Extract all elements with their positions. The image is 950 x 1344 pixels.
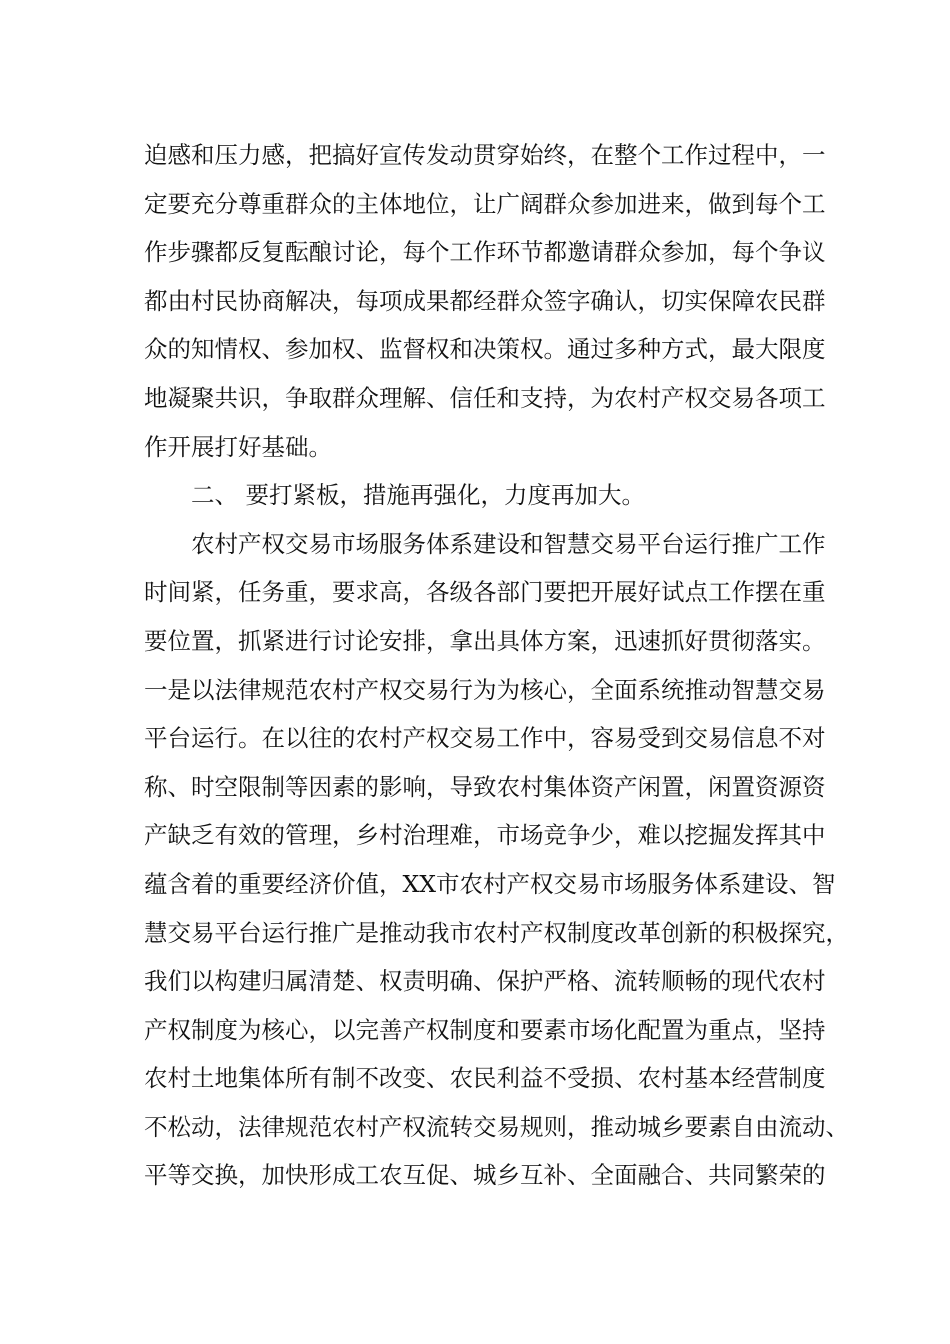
- text-line: 我们以构建归属清楚、权责明确、保护严格、流转顺畅的现代农村: [144, 967, 826, 996]
- text-line: 作开展打好基础。: [144, 432, 332, 461]
- text-line: 农村土地集体所有制不改变、农民利益不受损、农村基本经营制度: [144, 1064, 826, 1093]
- body-text: [144, 131, 849, 1200]
- text-line: 迫感和压力感，把搞好宣传发动贯穿始终，在整个工作过程中，一: [144, 141, 826, 169]
- text-line: 定要充分尊重群众的主体地位，让广阔群众参加进来，做到每个工: [144, 189, 826, 218]
- text-line: 都由村民协商解决，每项成果都经群众签字确认，切实保障农民群: [144, 286, 826, 315]
- text-line: 时间紧，任务重，要求高，各级各部门要把开展好试点工作摆在重: [144, 578, 826, 607]
- text-line: 平等交换，加快形成工农互促、城乡互补、全面融合、共同繁荣的: [144, 1161, 826, 1190]
- text-line: 要位置，抓紧进行讨论安排，拿出具体方案，迅速抓好贯彻落实。: [144, 626, 826, 655]
- text-line: 产缺乏有效的管理，乡村治理难，市场竞争少，难以挖掘发挥其中: [144, 821, 826, 850]
- text-line: 蕴含着的重要经济价值，XX市农村产权交易市场服务体系建设、智: [144, 869, 836, 898]
- text-line: 称、时空限制等因素的影响，导致农村集体资产闲置，闲置资源资: [144, 772, 826, 801]
- text-line: 慧交易平台运行推广是推动我市农村产权制度改革创新的积极探究，: [144, 918, 849, 947]
- text-line: 一是以法律规范农村产权交易行为为核心，全面系统推动智慧交易: [144, 675, 826, 704]
- text-line: 众的知情权、参加权、监督权和决策权。通过多种方式，最大限度: [144, 335, 826, 364]
- text-line: 不松动，法律规范农村产权流转交易规则，推动城乡要素自由流动、: [144, 1112, 849, 1141]
- text-line: 农村产权交易市场服务体系建设和智慧交易平台运行推广工作: [191, 529, 826, 558]
- text-line: 平台运行。在以往的农村产权交易工作中，容易受到交易信息不对: [144, 724, 826, 753]
- section-heading: 二、 要打紧板，措施再强化，力度再加大。: [191, 481, 645, 510]
- text-line: 作步骤都反复酝酿讨论，每个工作环节都邀请群众参加，每个争议: [144, 238, 826, 267]
- text-line: 地凝聚共识，争取群众理解、信任和支持，为农村产权交易各项工: [144, 383, 826, 412]
- text-line: 产权制度为核心，以完善产权制度和要素市场化配置为重点，坚持: [144, 1015, 826, 1044]
